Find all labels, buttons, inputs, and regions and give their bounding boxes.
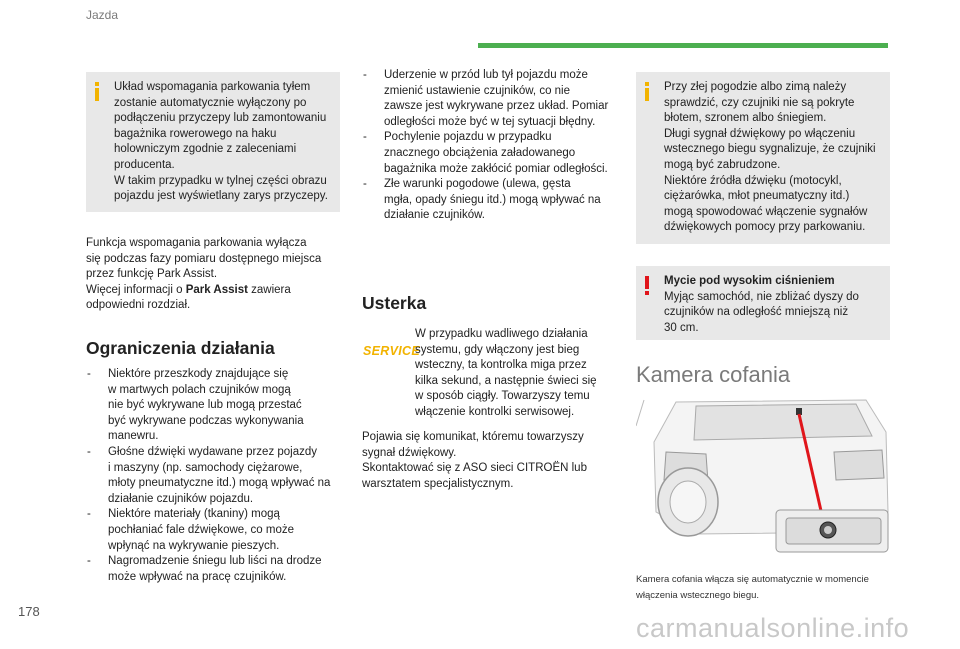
text-line: Długi sygnał dźwiękowy po włączeniu (664, 127, 856, 140)
service-warning-icon: SERVICE (363, 344, 420, 358)
watermark: carmanualsonline.info (636, 613, 910, 643)
text-line: - Głośne dźwięki wydawane przez pojazdy (108, 445, 318, 458)
text-line: pochłaniać fale dźwiękowe, co może (108, 523, 295, 536)
chapter-accent-bar (478, 43, 888, 48)
text-line: systemu, gdy włączony jest bieg (415, 343, 580, 356)
text-line: manewru. (108, 430, 159, 443)
text-line: podłączeniu przyczepy lub zamontowaniu (114, 112, 327, 125)
text-line: sygnał dźwiękowy. (362, 446, 457, 459)
text-line: pojazdu jest wyświetlany zarys przyczepy. (114, 190, 328, 203)
text-line: nie być wykrywane lub mogą przestać (108, 399, 302, 412)
info-text (114, 80, 332, 205)
text-line: W takim przypadku w tylnej części obrazu (114, 174, 327, 187)
text-line: zmienić ustawienie czujników, co nie (384, 84, 571, 97)
text-line: włączenia wstecznego biegu. (636, 590, 760, 601)
warning-box-pressure-wash (636, 266, 890, 340)
list-item (86, 445, 348, 507)
text-line: Funkcja wspomagania parkowania wyłącza (86, 237, 307, 249)
text-line: - Pochylenie pojazdu w przypadku (384, 131, 552, 144)
text-line: wpłynąć na wykrywanie pieszych. (108, 539, 280, 552)
text-line: Przy złej pogodzie albo zimą należy (664, 81, 847, 93)
text-line: - Złe warunki pogodowe (ulewa, gęsta (384, 178, 571, 191)
text-line: czujników na odległość mniejszą niż (664, 306, 849, 319)
park-assist-paragraph (86, 236, 346, 314)
text-line: kilka sekund, a następnie świeci się (415, 374, 597, 387)
text-line: - Niektóre przeszkody znajdujące się (108, 368, 289, 380)
park-assist-reference: Park Assist (185, 283, 248, 296)
text-line: sprawdzić, czy czujniki nie są pokryte (664, 96, 855, 109)
text-line: holowniczym zgodnie z zaleceniami (114, 143, 297, 156)
chapter-title: Jazda (86, 8, 119, 22)
text-line: się podczas fazy pomiaru dostępnego miejsca (86, 252, 322, 265)
text-line: Kamera cofania włącza się automatycznie w momencie (636, 574, 869, 585)
text-line: znacznego obciążenia załadowanego (384, 146, 576, 159)
text-line (86, 283, 346, 299)
text-span: zawiera (247, 283, 291, 296)
text-line: bagażnika rowerowego na haku (114, 127, 277, 140)
text-line: dźwiękowych pomocy przy parkowaniu. (664, 221, 866, 234)
page-number: 178 (18, 604, 40, 619)
fault-message-paragraph (362, 430, 624, 492)
text-line: być wykrywane podczas wykonywania (108, 414, 304, 427)
text-line: W przypadku wadliwego działania (415, 328, 588, 340)
service-description (415, 327, 625, 421)
rear-camera-illustration (636, 392, 894, 566)
text-line: błotem, szronem albo śniegiem. (664, 112, 827, 125)
warning-icon (644, 276, 650, 294)
text-line: ciężarówka, młot pneumatyczny itd.) (664, 190, 850, 203)
text-line: odległości może być w tej sytuacji błędny. (384, 115, 596, 128)
list-item (362, 130, 622, 177)
section-heading-fault: Usterka (362, 293, 427, 313)
text-line: działanie czujników pojazdu. (108, 492, 254, 505)
limitations-list-continued (362, 68, 622, 224)
text-line: mogą spowodować włączenie sygnałów (664, 205, 868, 218)
warning-title: Mycie pod wysokim ciśnieniem (664, 275, 835, 287)
info-text (664, 80, 882, 236)
text-line: mgła, opady śniegu itd.) mogą wpływać na (384, 193, 601, 206)
text-line: w martwych polach czujników mogą (108, 383, 291, 396)
text-line: warsztatem specjalistycznym. (362, 477, 514, 490)
text-line: mogą być zabrudzone. (664, 158, 781, 171)
info-icon (94, 82, 100, 100)
list-item (86, 367, 348, 445)
list-item (86, 554, 348, 585)
text-line: 30 cm. (664, 321, 699, 334)
section-heading-limitations: Ograniczenia działania (86, 338, 275, 358)
text-line: włączenie kontrolki serwisowej. (415, 405, 575, 418)
text-line: Układ wspomagania parkowania tyłem (114, 81, 311, 93)
text-line: działanie czujników. (384, 209, 486, 222)
text-line: i maszyny (np. samochody ciężarowe, (108, 461, 303, 474)
text-line: zawsze jest wykrywane przez układ. Pomiar (384, 100, 609, 113)
text-line: producenta. (114, 158, 175, 171)
text-line: - Niektóre materiały (tkaniny) mogą (108, 508, 280, 521)
list-item (362, 68, 622, 130)
text-line: Pojawia się komunikat, któremu towarzyszy (362, 431, 584, 443)
text-line: przez funkcję Park Assist. (86, 268, 218, 281)
info-box-weather (636, 72, 890, 244)
text-span: Więcej informacji o (86, 283, 186, 296)
text-line: bagażnika może zakłócić pomiar odległości. (384, 162, 608, 175)
text-line: w sposób ciągły. Towarzyszy temu (415, 390, 590, 403)
list-item (86, 507, 348, 554)
list-item (362, 177, 622, 224)
info-icon (644, 82, 650, 100)
info-box-trailer (86, 72, 340, 212)
camera-caption (636, 572, 896, 604)
text-line: - Nagromadzenie śniegu lub liści na drodze (108, 555, 322, 568)
text-line: Skontaktować się z ASO sieci CITROËN lub (362, 462, 587, 475)
text-line: wsteczny, ta kontrolka miga przez (415, 359, 587, 372)
text-line: odpowiedni rozdział. (86, 299, 191, 312)
text-line: - Uderzenie w przód lub tył pojazdu może (384, 69, 588, 81)
text-line: zostanie automatycznie wyłączony po (114, 96, 307, 109)
text-line: wstecznego biegu sygnalizuje, że czujniki (664, 143, 876, 156)
limitations-list (86, 367, 348, 585)
text-line: młoty pneumatyczne itd.) mogą wpływać na (108, 477, 331, 490)
warning-text (664, 274, 882, 336)
section-heading-camera: Kamera cofania (636, 362, 791, 387)
text-line: może wpływać na pracę czujników. (108, 570, 287, 583)
text-line: Myjąc samochód, nie zbliżać dyszy do (664, 290, 859, 303)
text-line: Niektóre źródła dźwięku (motocykl, (664, 174, 842, 187)
